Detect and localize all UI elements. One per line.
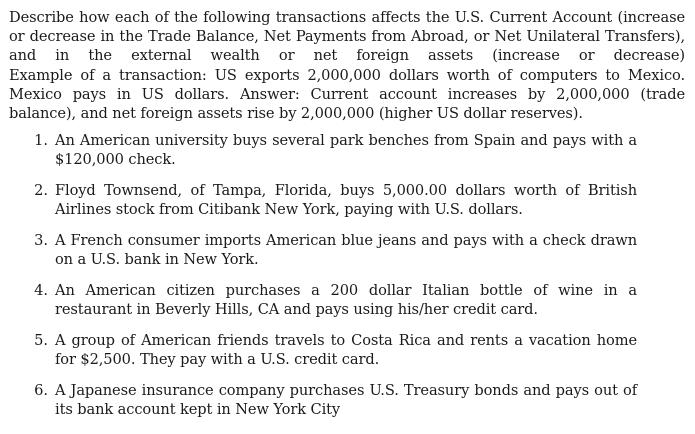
question-number: 6. bbox=[34, 381, 48, 399]
example-paragraph: Example of a transaction: US exports 2,000,000 dollars worth of computers to Mexico. Mexico pays in US dollars. Answer: Current account increases by 2,000,000 (trade balance), and net foreign assets rise by 2,000,000 (higher US dollar reserves). bbox=[9, 66, 685, 123]
question-list bbox=[9, 131, 685, 419]
question-text: Floyd Townsend, of Tampa, Florida, buys 5,000.00 dollars worth of British Airlines stock from Citibank New York, paying with U.S. dollars. bbox=[55, 182, 637, 219]
question-item bbox=[9, 181, 685, 219]
question-number: 3. bbox=[34, 232, 48, 250]
question-number: 1. bbox=[34, 132, 48, 150]
instructions-paragraph: Describe how each of the following transactions affects the U.S. Current Account (increase or decrease in the Trade Balance, Net Payments from Abroad, or Net Unilateral Transfers), and in the external wealth or net foreign assets (increase or decrease) bbox=[9, 9, 685, 65]
question-item bbox=[9, 131, 685, 169]
question-item bbox=[9, 281, 685, 319]
question-text: An American citizen purchases a 200 dollar Italian bottle of wine in a restaurant in Beverly Hills, CA and pays using his/her credit card. bbox=[55, 281, 637, 319]
question-number: 5. bbox=[34, 331, 48, 349]
question-number: 2. bbox=[34, 182, 48, 200]
document-page bbox=[9, 8, 685, 431]
question-item bbox=[9, 231, 685, 269]
question-item bbox=[9, 331, 685, 369]
intro-section bbox=[9, 8, 685, 123]
question-text: A French consumer imports American blue jeans and pays with a check drawn on a U.S. bank in New York. bbox=[55, 232, 637, 269]
question-number: 4. bbox=[34, 281, 48, 299]
question-text: An American university buys several park benches from Spain and pays with a $120,000 check. bbox=[55, 132, 637, 169]
question-text: A Japanese insurance company purchases U.S. Treasury bonds and pays out of its bank account kept in New York City bbox=[55, 381, 637, 418]
question-text: A group of American friends travels to Costa Rica and rents a vacation home for $2,500. They pay with a U.S. credit card. bbox=[55, 331, 637, 369]
question-item bbox=[9, 381, 685, 419]
